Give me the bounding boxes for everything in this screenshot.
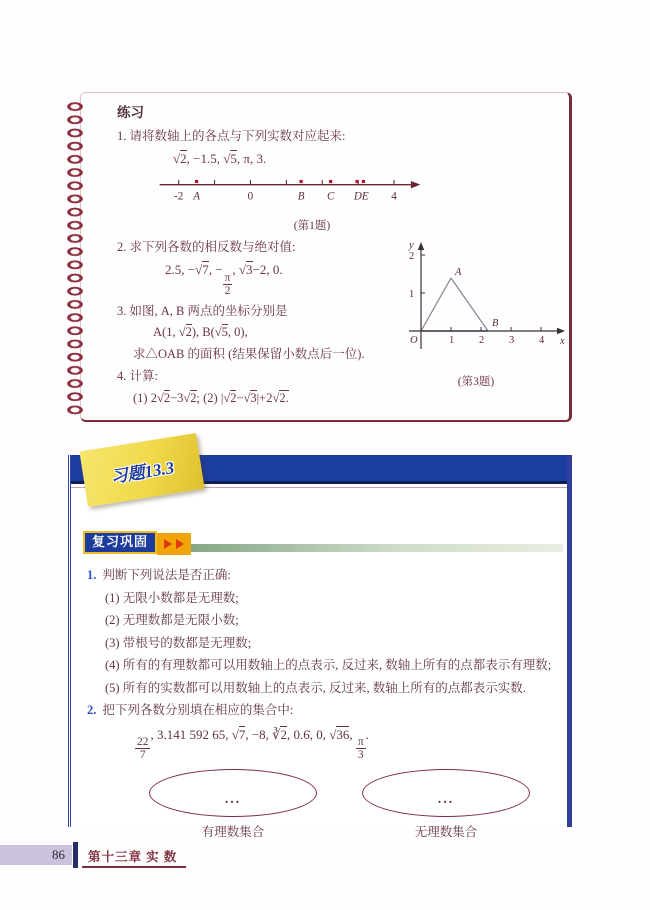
graph-ytick-2: 2 <box>409 251 415 262</box>
rational-set-dots: ... <box>224 791 242 807</box>
practice-heading: 练习 <box>117 105 144 120</box>
exercise-title: 习题13.3 <box>109 457 176 487</box>
exercise-q1-number: 1. <box>87 568 97 582</box>
rational-set-label: 有理数集合 <box>201 824 265 839</box>
section-divider-gradient <box>191 544 563 552</box>
exercise-q1-item-5: (5) 所有的实数都可以用数轴上的点表示, 反过来, 数轴上所有的点都表示实数. <box>105 680 526 695</box>
practice-notebook <box>80 92 572 422</box>
question-2-numbers: 2.5, −√7, − $\frac{\pi}{2}$ , √3−2, 0. <box>165 262 283 297</box>
graph-xtick-2: 2 <box>479 335 485 346</box>
spiral-binding <box>62 100 88 416</box>
graph-ytick-1: 1 <box>409 289 415 300</box>
graph-x-axis-label: x <box>560 336 565 347</box>
exercise-content <box>87 567 561 840</box>
footer-separator-bar <box>73 842 78 868</box>
review-arrows <box>157 533 191 555</box>
page-number: 86 <box>52 847 65 862</box>
chapter-title-rule <box>82 866 186 868</box>
graph-point-B-label: B <box>492 318 499 329</box>
arrow-right-icon <box>164 539 172 549</box>
question-4-text: 4. 计算: <box>117 369 158 384</box>
numberline-label-C: C <box>326 190 335 203</box>
question-4-number: 4. <box>117 369 127 384</box>
numberline-label-0: 0 <box>247 190 254 203</box>
numberline-label-A: A <box>193 190 201 203</box>
numberline-points <box>195 180 365 183</box>
figure-1-caption: (第1题) <box>293 220 331 233</box>
number-sets <box>149 769 561 817</box>
page-number-band <box>0 845 72 865</box>
figure-3-caption: (第3题) <box>457 376 495 388</box>
irrational-set-ellipse <box>362 769 530 817</box>
question-3-text: 3. 如图, A, B 两点的坐标分别是 <box>117 303 288 318</box>
question-4-parts: (1) 2√2−3√2; (2) |√2−√3|+2√2. <box>133 391 289 406</box>
irrational-set-label: 无理数集合 <box>414 824 478 839</box>
question-3-task: 求△OAB 的面积 (结果保留小数点后一位). <box>133 347 365 362</box>
numberline-label-DE: DE <box>353 190 369 203</box>
question-2-number: 2. <box>117 240 127 255</box>
exercise-q1: 1. 判断下列说法是否正确: <box>87 568 231 582</box>
exercise-13-3-box <box>68 455 572 839</box>
set-labels <box>149 822 561 840</box>
exercise-q2-number: 2. <box>87 703 97 717</box>
exercise-q1-item-3: (3) 带根号的数都是无理数; <box>105 635 252 650</box>
graph-xtick-3: 3 <box>509 335 515 346</box>
graph-point-A-label: A <box>455 267 462 278</box>
coordinate-graph-figure <box>381 236 571 389</box>
exercise-q2-numbers: $\frac{22}{7}$ , 3.141 592 65, √7, −8, ∛2, 0.6̇, 0, √36, $\frac{\pi}{3}$ . <box>137 726 369 761</box>
exercise-title-sticky-note <box>79 433 204 507</box>
review-section-label: 复习巩固 <box>83 531 157 554</box>
question-1-numbers: √2, −1.5, √5, π, 3. <box>173 150 267 166</box>
numberline-svg <box>157 172 422 210</box>
question-1-text: 1. 请将数轴上的各点与下列实数对应起来: <box>117 129 346 143</box>
graph-y-axis-label: y <box>409 240 414 251</box>
rational-set-ellipse <box>149 769 317 817</box>
question-3-coordinates: A(1, √2), B(√5, 0), <box>153 325 248 340</box>
chapter-title: 第十三章 实 数 <box>88 850 178 864</box>
graph-xtick-1: 1 <box>449 335 455 346</box>
exercise-q1-item-4: (4) 所有的有理数都可以用数轴上的点表示, 反过来, 数轴上所有的点都表示有理数; <box>105 658 552 672</box>
numberline-label-neg2: -2 <box>174 190 184 203</box>
review-section-header <box>83 531 563 555</box>
exercise-q2: 2. 把下列各数分别填在相应的集合中: <box>87 703 294 717</box>
coordinate-graph-svg <box>381 236 571 364</box>
question-1-number: 1. <box>117 129 127 143</box>
numberline-label-B: B <box>297 190 305 203</box>
exercise-q1-item-1: (1) 无限小数都是无理数; <box>105 590 239 605</box>
irrational-set-dots: ... <box>437 791 455 807</box>
arrow-right-icon <box>176 539 184 549</box>
graph-origin-label: O <box>410 335 418 346</box>
question-2-text: 2. 求下列各数的相反数与绝对值: <box>117 240 296 255</box>
graph-xtick-4: 4 <box>539 335 545 346</box>
numberline-figure <box>157 172 555 215</box>
exercise-q1-item-2: (2) 无理数都是无限小数; <box>105 613 239 627</box>
question-3-number: 3. <box>117 303 127 318</box>
numberline-label-4: 4 <box>391 190 397 203</box>
